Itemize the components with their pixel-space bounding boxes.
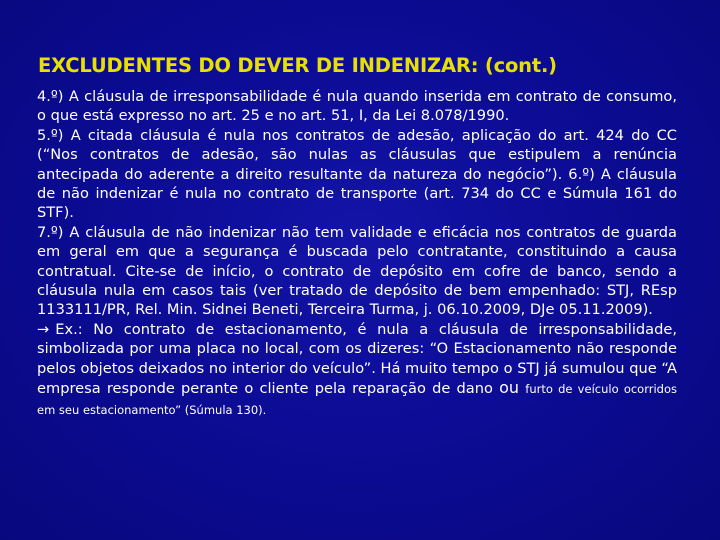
- paragraph-4: 4.º) A cláusula de irresponsabilidade é nula quando inserida em contrato de consumo, o que está expresso no art. 25 e no art. 51, I, da Lei 8.078/1990.: [37, 88, 677, 125]
- paragraph-7: 7.º) A cláusula de não indenizar não tem validade e eficácia nos contratos de guarda em geral em que a segurança é buscada pelo contratante, constituindo a causa contratual. Cite-se de início, o contrato de depósito em cofre de banco, sendo a cláusula nula em casos tais (ver tratado de depósito de bem empenhado: STJ, REsp 1133111/PR, Rel. Min. Sidnei Beneti, Terceira Turma, j. 06.10.2009, DJe 05.11.2009).: [37, 223, 677, 319]
- example-ou-text: ou: [499, 378, 520, 398]
- slide-body: [37, 87, 677, 420]
- example-paragraph: [37, 320, 677, 420]
- arrow-right-icon: →: [37, 320, 50, 338]
- example-tail-text: furto de veículo ocorridos em seu estacionamento” (Súmula 130).: [37, 382, 677, 417]
- example-main-text: Ex.: No contrato de estacionamento, é nula a cláusula de irresponsabilidade, simbolizada por uma placa no local, com os dizeres: “O Estacionamento não responde pelos objetos deixados no interior do veículo”. Há muito tempo o STJ já sumulou que “A empresa responde perante o cliente pela reparação de dano: [37, 320, 677, 398]
- slide-title: EXCLUDENTES DO DEVER DE INDENIZAR: (cont.): [38, 54, 557, 77]
- paragraph-5-6: 5.º) A citada cláusula é nula nos contratos de adesão, aplicação do art. 424 do CC (“Nos contratos de adesão, são nulas as cláusulas que estipulem a renúncia antecipada do aderente a direito resultante da natureza do negócio”). 6.º) A cláusula de não indenizar é nula no contrato de transporte (art. 734 do CC e Súmula 161 do STF).: [37, 126, 677, 222]
